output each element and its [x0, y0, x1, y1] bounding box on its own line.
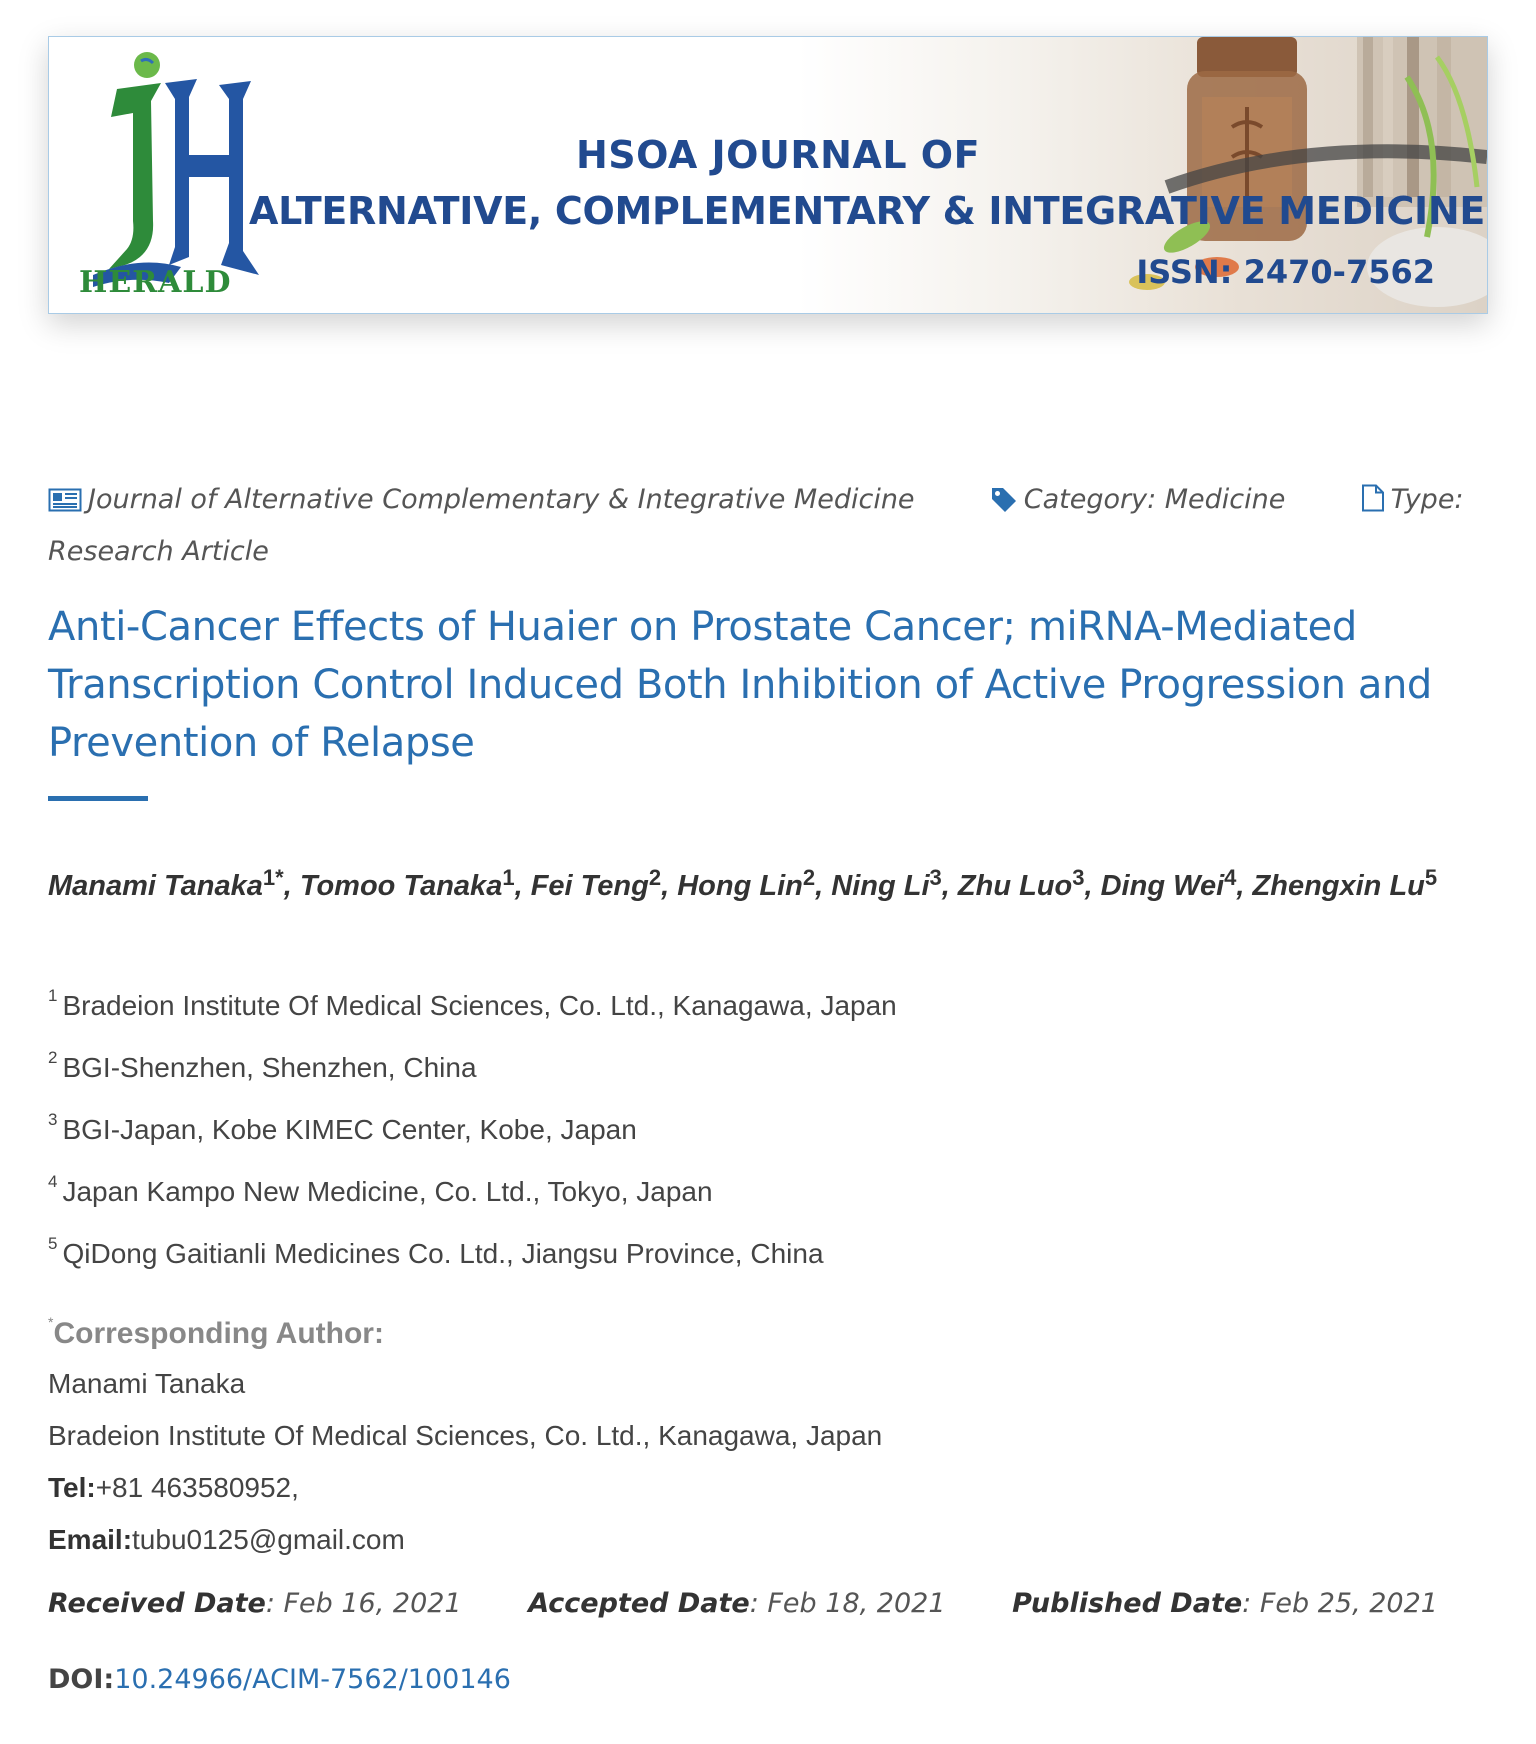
meta-journal-text: Journal of Alternative Complementary & Integrative Medicine: [88, 484, 915, 515]
author[interactable]: Zhu Luo$^3$: [957, 865, 1085, 902]
published-date: Published Date: Feb 25, 2021: [1012, 1588, 1438, 1619]
tag-icon: [990, 486, 1018, 512]
accepted-date: Accepted Date: Feb 18, 2021: [528, 1588, 946, 1619]
corresponding-author-institution: Bradeion Institute Of Medical Sciences, Co. Ltd., Kanagawa, Japan: [48, 1420, 883, 1451]
newspaper-icon: [48, 488, 82, 512]
email-link[interactable]: tubu0125@gmail.com: [132, 1524, 405, 1555]
doi-label: DOI:: [48, 1664, 115, 1695]
affiliation-list: [48, 986, 1448, 1296]
author-list: Manami Tanaka$^{1*}$, Tomoo Tanaka$^1$, Fei Teng$^2$, Hong Lin$^2$, Ning Li$^3$, Zhu Luo$^3$, Ding Wei$^4$, Zhengxin Lu$^5$: [48, 865, 1438, 902]
journal-title-line1: HSOA JOURNAL OF: [575, 133, 981, 177]
author[interactable]: Manami Tanaka$^{1*}$: [48, 865, 284, 902]
title-underline-divider: [48, 796, 148, 801]
article-title: Anti-Cancer Effects of Huaier on Prostate Cancer; miRNA-Mediated Transcription Control Induced Both Inhibition of Active Progression and Prevention of Relapse: [48, 604, 1432, 766]
affiliation: $^3$ BGI-Japan, Kobe KIMEC Center, Kobe, Japan: [48, 1110, 637, 1145]
corresponding-author-tel: Tel:+81 463580952,: [48, 1472, 299, 1503]
journal-banner: [48, 36, 1488, 314]
meta-journal[interactable]: [48, 484, 923, 515]
received-date: Received Date: Feb 16, 2021: [48, 1588, 462, 1619]
doi-link[interactable]: 10.24966/ACIM-7562/100146: [114, 1664, 511, 1695]
corresponding-author-email: Email:tubu0125@gmail.com: [48, 1524, 405, 1555]
affiliation: $^5$ QiDong Gaitianli Medicines Co. Ltd., Jiangsu Province, China: [48, 1234, 824, 1269]
author[interactable]: Zhengxin Lu$^5$: [1252, 865, 1438, 902]
herald-logo-text: HERALD: [79, 265, 232, 300]
meta-type-text: Type: Research Article: [48, 484, 1464, 567]
affiliation: $^2$ BGI-Shenzhen, Shenzhen, China: [48, 1048, 477, 1083]
affiliation: $^1$ Bradeion Institute Of Medical Sciences, Co. Ltd., Kanagawa, Japan: [48, 986, 897, 1021]
issn: ISSN: 2470-7562: [1136, 253, 1435, 291]
journal-title-line2: ALTERNATIVE, COMPLEMENTARY & INTEGRATIVE MEDICINE: [249, 189, 1486, 233]
author[interactable]: Ning Li$^3$: [831, 865, 942, 902]
affiliation: $^4$ Japan Kampo New Medicine, Co. Ltd., Tokyo, Japan: [48, 1172, 713, 1207]
author[interactable]: Ding Wei$^4$: [1100, 865, 1237, 902]
meta-category-text: Category: Medicine: [1023, 484, 1286, 515]
author[interactable]: Fei Teng$^2$: [530, 865, 662, 902]
author[interactable]: Tomoo Tanaka$^1$: [299, 865, 515, 902]
article-dates: [48, 1588, 1438, 1619]
document-icon: [1361, 484, 1385, 512]
doi: [48, 1664, 511, 1695]
corresponding-author-heading: *Corresponding Author:: [48, 1314, 384, 1350]
corresponding-author-name: Manami Tanaka: [48, 1368, 246, 1399]
author[interactable]: Hong Lin$^2$: [677, 865, 816, 902]
article-meta: [48, 474, 1468, 578]
corresponding-author: [48, 1312, 1448, 1570]
meta-category[interactable]: [990, 484, 1294, 515]
